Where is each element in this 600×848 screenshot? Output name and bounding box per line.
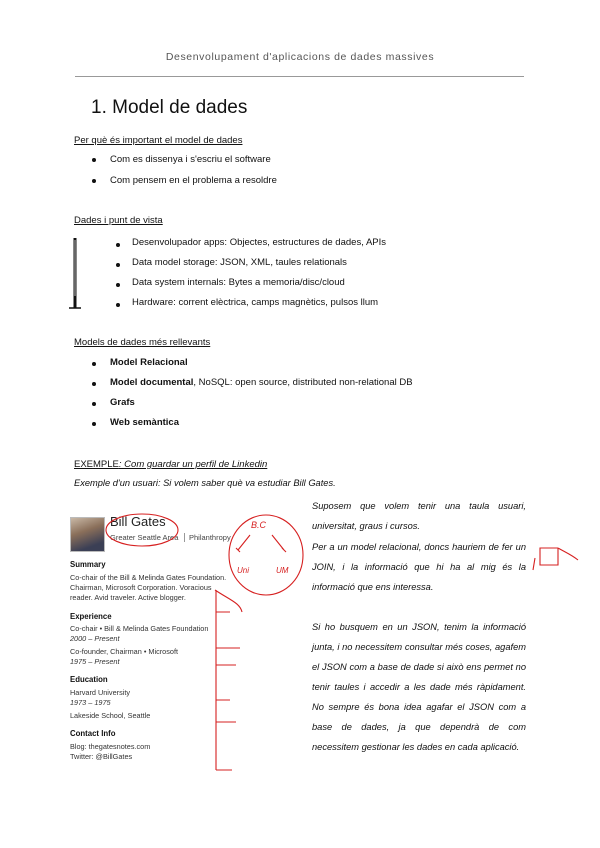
experience-title: Co-founder, Chairman • Microsoft [70,647,178,656]
bullet-dot [92,382,96,386]
contact-twitter: Twitter: @BillGates [70,752,133,761]
education-date: 1973 – 1975 [70,698,111,707]
page-header: Desenvolupament d'aplicacions de dades massives [165,51,435,63]
profile-name: Bill Gates [110,514,166,529]
education-school: Harvard University [70,688,131,697]
contact-blog: Blog: thegatesnotes.com [70,742,151,751]
summary-heading: Summary [70,560,106,569]
list-item: Web semàntica [110,417,179,428]
experience-date: 2000 – Present [70,634,120,643]
summary-text: Co-chair of the Bill & Melinda Gates Foundation. Chairman, Microsoft Corporation. Voracious reader. Avid traveler. Active blogger. [70,573,227,602]
contact-heading: Contact Info [70,729,116,738]
bracket-icon [215,590,242,770]
section-heading-viewpoint: Dades i punt de vista [74,215,163,226]
list-item: Hardware: corrent elèctrica, camps magnètics, pulsos llum [132,297,379,308]
list-item: Com es dissenya i s'escriu el software [110,154,271,165]
education-heading: Education [70,675,108,684]
annotation-label: Uni [237,566,250,575]
list-item: Data system internals: Bytes a memoria/disc/cloud [132,277,345,288]
bullet-dot [92,362,96,366]
profile-location: Greater Seattle Area [110,533,179,542]
bullet-dot [116,303,120,307]
example-heading: EXEMPLE: Com guardar un perfil de Linkedin [74,459,268,470]
section-heading-importance: Per què és important el model de dades [74,135,243,146]
list-item: Com pensem en el problema a resoldre [110,175,277,186]
list-item: Grafs [110,397,135,408]
profile-industry: Philanthropy [184,533,231,542]
bullet-dot [92,158,96,162]
list-item: Data model storage: JSON, XML, taules relationals [132,257,347,268]
table-sketch-icon [533,548,578,570]
experience-date: 1975 – Present [70,657,120,666]
list-item: Model Relacional [110,357,188,368]
section-heading-models: Models de dades més rellevants [74,337,211,348]
profile-photo [70,517,105,552]
bullet-dot [116,263,120,267]
arrows-icon [236,535,286,552]
bullet-dot [92,422,96,426]
annotation-label: UM [276,566,289,575]
paragraph: Per a un model relacional, doncs hauriem de fer un JOIN, i la informació que hi ha al mig és la informació que ens interessa. [312,542,526,592]
page-title: 1. Model de dades [91,97,248,118]
experience-title: Co-chair • Bill & Melinda Gates Foundation [70,624,209,633]
bullet-dot [116,243,120,247]
bullet-dot [92,179,96,183]
header-divider [75,76,524,77]
list-item: Model documental, NoSQL: open source, distributed non-relational DB [110,377,413,388]
list-item: Desenvolupador apps: Objectes, estructures de dades, APIs [132,237,387,248]
level-arrow-icon [66,236,84,314]
education-school: Lakeside School, Seattle [70,711,151,720]
example-intro: Exemple d'un usuari: Si volem saber què va estudiar Bill Gates. [74,478,336,488]
bullet-dot [116,283,120,287]
bullet-dot [92,402,96,406]
annotation-label: B.C [251,520,267,530]
experience-heading: Experience [70,612,112,621]
paragraph: Si ho busquem en un JSON, tenim la informació junta, i no necessitem consultar més coses, agafem el JSON com a base de dade si això ens permet no tenir taules i accedir a les dade més ràpidament. No sempre és bona idea agafar el JSON com a base de dades, ja que dependrà de com necessitem gestionar les dades en cada aplicació. [312,622,526,752]
paragraph: Suposem que volem tenir una taula usuari, universitat, graus i cursos. [312,501,526,531]
relation-circle-icon [229,515,303,595]
